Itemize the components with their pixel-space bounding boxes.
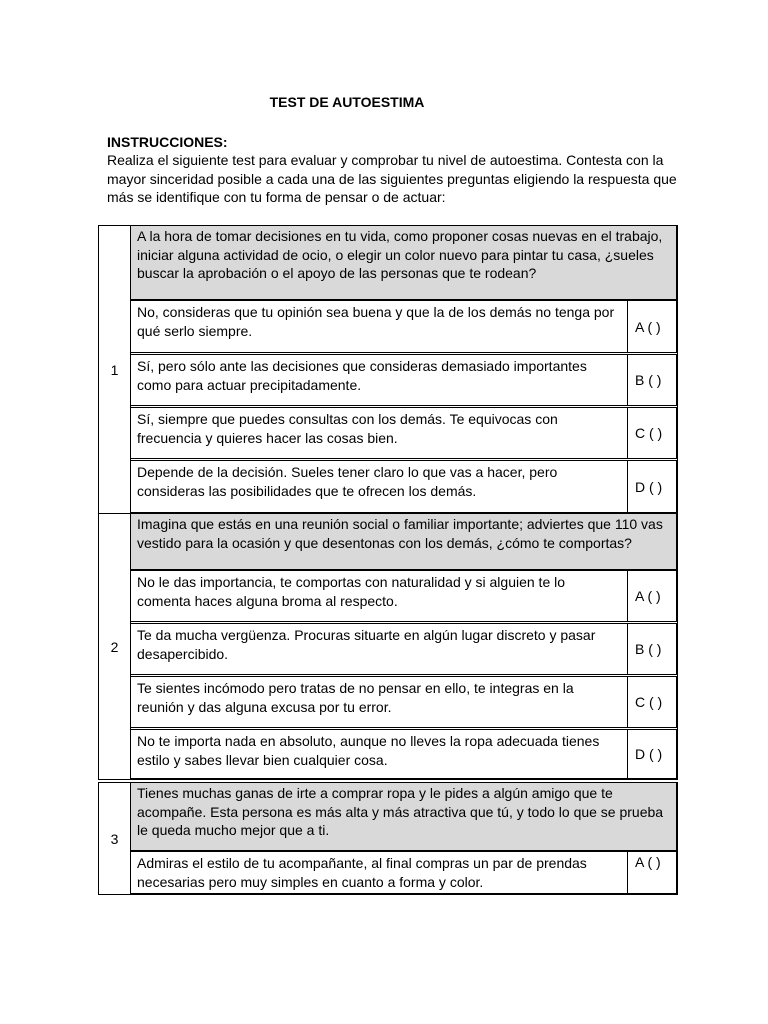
instructions-heading: INSTRUCCIONES: [107,134,228,150]
question-number: 1 [99,226,131,513]
answer-option[interactable] [130,300,677,353]
question-block [98,782,678,895]
answer-text: No te importa nada en absoluto, aunque no lleves la ropa adecuada tienes estilo y sabes llevar bien cualquier cosa. [131,730,628,778]
answer-choice[interactable]: A ( ) [635,854,661,870]
answer-option[interactable] [130,851,677,894]
answer-text: No le das importancia, te comportas con naturalidad y si alguien te lo comenta haces alguna broma al respecto. [131,571,628,621]
question-text: Imagina que estás en una reunión social o familiar importante; adviertes que 110 vas vestido para la ocasión y que desentonas con los demás, ¿cómo te comportas? [130,514,677,570]
instructions-text: Realiza el siguiente test para evaluar y comprobar tu nivel de autoestima. Contesta con la mayor sinceridad posible a cada una de las siguientes preguntas eligiendo la respuesta que más se identifique con tu forma de pensar o de actuar: [107,152,677,205]
answer-text: Sí, pero sólo ante las decisiones que consideras demasiado importantes como para actuar precipitadamente. [131,355,628,405]
question-number: 3 [99,783,131,894]
answer-text: No, consideras que tu opinión sea buena y que la de los demás no tenga por qué serlo siempre. [131,301,628,352]
answer-option[interactable] [130,676,677,728]
answer-choice[interactable]: A ( ) [635,588,661,604]
answer-text: Te da mucha vergüenza. Procuras situarte en algún lugar discreto y pasar desapercibido. [131,624,628,674]
question-text: Tienes muchas ganas de irte a comprar ropa y le pides a algún amigo que te acompañe. Esta persona es más alta y más atractiva que tú, y todo lo que se prueba le queda mucho mejor que a ti. [130,783,677,851]
answer-choice[interactable]: B ( ) [635,372,662,388]
answer-option[interactable] [130,460,677,513]
answer-option[interactable] [130,570,677,622]
question-block [98,225,678,514]
answer-text: Sí, siempre que puedes consultas con los demás. Te equivocas con frecuencia y quieres hacer las cosas bien. [131,408,628,458]
answer-choice[interactable]: B ( ) [635,641,662,657]
answer-text: Te sientes incómodo pero tratas de no pensar en ello, te integras en la reunión y das alguna excusa por tu error. [131,677,628,727]
answer-choice[interactable]: A ( ) [635,318,661,335]
answer-option[interactable] [130,407,677,459]
answer-choice[interactable]: C ( ) [635,425,663,441]
page-title: TEST DE AUTOESTIMA [269,94,425,110]
answer-option[interactable] [130,729,677,779]
answer-choice[interactable]: C ( ) [635,694,663,710]
answer-choice[interactable]: D ( ) [635,746,663,762]
question-block [98,513,678,780]
question-number: 2 [99,514,131,779]
question-text: A la hora de tomar decisiones en tu vida, como proponer cosas nuevas en el trabajo, iniciar alguna actividad de ocio, o elegir un color nuevo para pintar tu casa, ¿sueles buscar la aprobación o el apoyo de las personas que te rodean? [130,226,677,300]
answer-choice[interactable]: D ( ) [635,478,663,495]
answer-text: Depende de la decisión. Sueles tener claro lo que vas a hacer, pero consideras las posibilidades que te ofrecen los demás. [131,461,628,512]
answer-option[interactable] [130,354,677,406]
answer-option[interactable] [130,623,677,675]
answer-text: Admiras el estilo de tu acompañante, al final compras un par de prendas necesarias pero muy simples en cuanto a forma y color. [131,852,628,893]
